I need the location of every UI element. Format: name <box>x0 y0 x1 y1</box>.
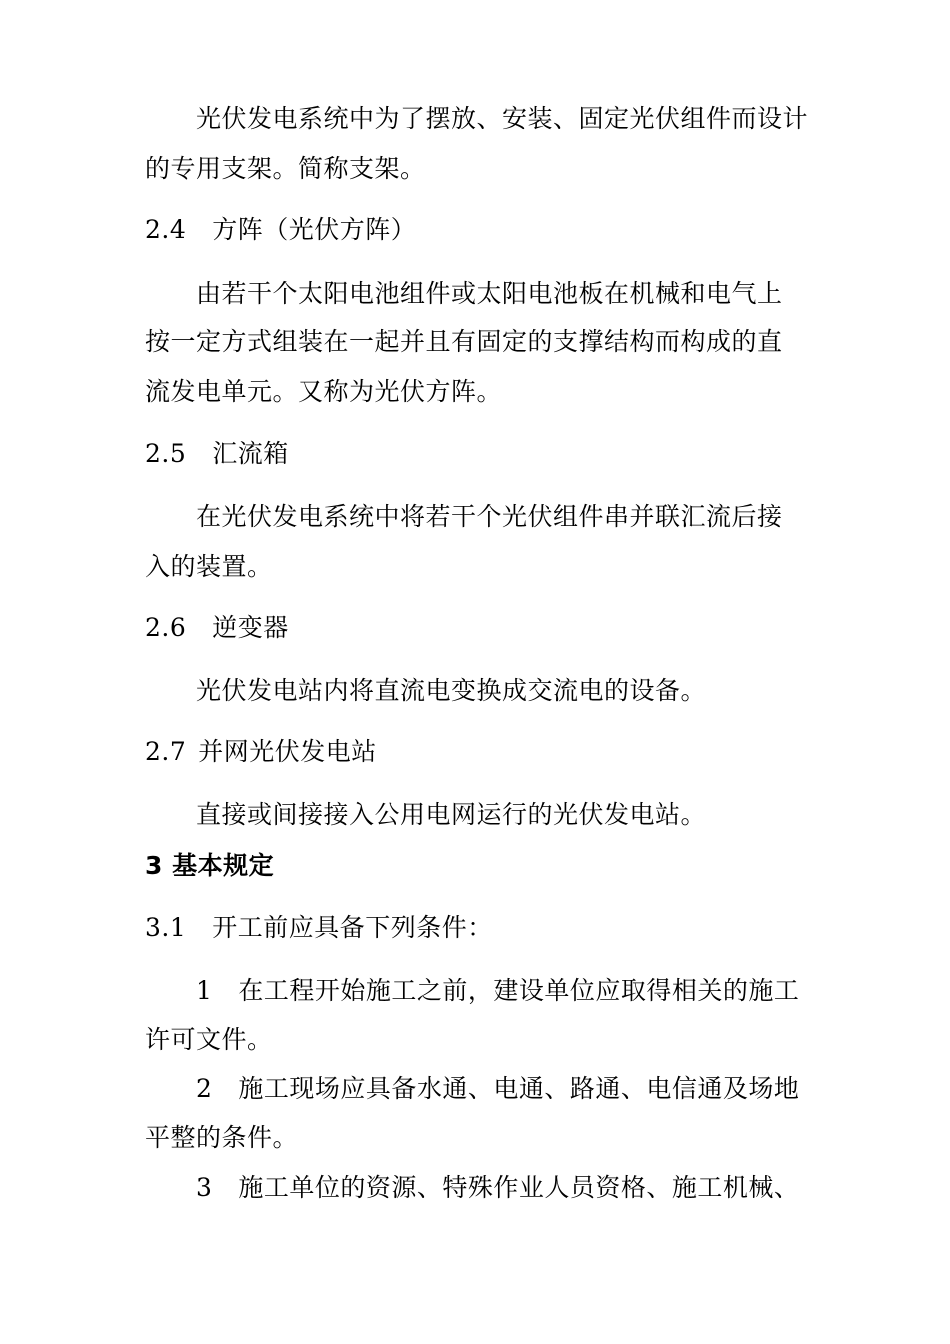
paragraph-line: 光伏发电系统中为了摆放、安装、固定光伏组件而设计 <box>196 104 809 133</box>
section-heading-2-6 <box>145 612 289 644</box>
item-number: 3 <box>196 1173 213 1202</box>
paragraph-line: 入的装置。 <box>145 552 273 581</box>
paragraph-line: 光伏发电站内将直流电变换成交流电的设备。 <box>196 676 707 705</box>
paragraph-line: 流发电单元。又称为光伏方阵。 <box>145 377 503 406</box>
item-text: 施工现场应具备水通、电通、路通、电信通及场地 <box>238 1074 800 1103</box>
paragraph-line: 在光伏发电系统中将若干个光伏组件串并联汇流后接 <box>196 502 783 531</box>
list-item-1 <box>196 975 799 1007</box>
section-number: 3.1 <box>145 913 187 942</box>
section-title: 开工前应具备下列条件： <box>212 913 493 942</box>
list-item-2 <box>196 1073 799 1105</box>
item-number: 2 <box>196 1074 213 1103</box>
item-text: 在工程开始施工之前，建设单位应取得相关的施工 <box>238 976 800 1005</box>
section-number: 2.7 <box>145 737 187 766</box>
section-heading-3-1 <box>145 912 493 944</box>
section-title: 汇流箱 <box>212 439 289 468</box>
section-title: 逆变器 <box>212 613 289 642</box>
chapter-heading-3: 3 基本规定 <box>145 851 275 880</box>
list-item-3 <box>196 1172 799 1204</box>
paragraph-line: 按一定方式组装在一起并且有固定的支撑结构而构成的直 <box>145 327 783 356</box>
paragraph-line: 平整的条件。 <box>145 1123 299 1152</box>
section-title: 并网光伏发电站 <box>198 737 377 766</box>
section-number: 2.4 <box>145 215 187 244</box>
item-text: 施工单位的资源、特殊作业人员资格、施工机械、 <box>238 1173 800 1202</box>
paragraph-line: 许可文件。 <box>145 1025 273 1054</box>
paragraph-line: 由若干个太阳电池组件或太阳电池板在机械和电气上 <box>196 279 783 308</box>
paragraph-line: 的专用支架。简称支架。 <box>145 154 426 183</box>
section-heading-2-7 <box>145 736 377 768</box>
section-number: 2.5 <box>145 439 187 468</box>
section-title: 方阵（光伏方阵） <box>212 215 417 244</box>
section-heading-2-5 <box>145 438 289 470</box>
section-number: 2.6 <box>145 613 187 642</box>
paragraph-line: 直接或间接接入公用电网运行的光伏发电站。 <box>196 800 707 829</box>
item-number: 1 <box>196 976 213 1005</box>
section-heading-2-4 <box>145 214 416 246</box>
